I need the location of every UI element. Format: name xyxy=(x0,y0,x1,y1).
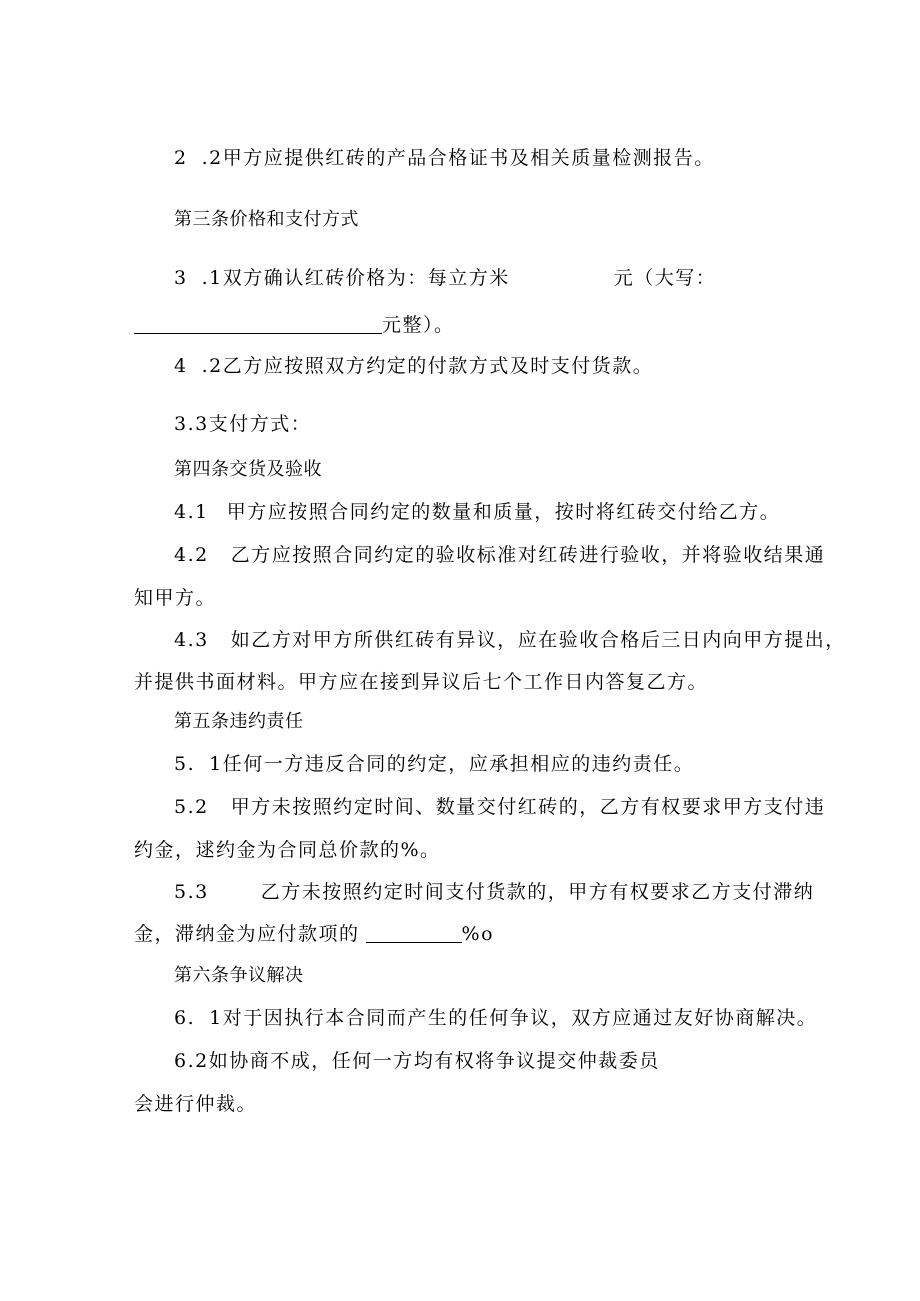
clause-4-2-cont: 知甲方。 xyxy=(134,587,217,609)
clause-4-3: 4.3 如乙方对甲方所供红砖有异议，应在验收合格后三日内向甲方提出， xyxy=(174,629,846,651)
clause-5-2-cont: 约金，逑约金为合同总价款的%。 xyxy=(134,839,441,861)
clause-4-2: 4.2 乙方应按照合同约定的验收标准对红砖进行验收，并将验收结果通 xyxy=(174,544,826,566)
clause-5-3-cont: 金，滞纳金为应付款项的 %o xyxy=(134,923,495,945)
clause-5-1: 5. 1任何一方违反合同的约定，应承担相应的违约责任。 xyxy=(174,753,695,775)
article-4-heading: 第四条交货及验收 xyxy=(174,459,322,480)
clause-5-3: 5.3 乙方未按照约定时间支付货款的，甲方有权要求乙方支付滞纳 xyxy=(174,881,815,903)
clause-4-1: 4.1 甲方应按照合同约定的数量和质量，按时将红砖交付给乙方。 xyxy=(174,501,781,523)
clause-3-3: 3.3支付方式： xyxy=(174,413,312,435)
clause-4-3-cont: 并提供书面材料。甲方应在接到异议后七个工作日内答复乙方。 xyxy=(134,671,709,693)
amount-blank[interactable] xyxy=(134,313,382,334)
clause-3-1-cont: 元整）。 xyxy=(134,313,455,337)
clause-3-1: 3 .1双方确认红砖价格为：每立方米 元（大写： xyxy=(174,267,717,289)
clause-6-2: 6.2如协商不成，任何一方均有权将争议提交仲裁委员 xyxy=(174,1050,660,1072)
percent-blank[interactable] xyxy=(366,922,462,943)
clause-6-2-cont: 会进行仲裁。 xyxy=(134,1093,258,1115)
clause-5-2: 5.2 甲方未按照约定时间、数量交付红砖的，乙方有权要求甲方支付违 xyxy=(174,796,826,818)
article-6-heading: 第六条争议解决 xyxy=(174,965,304,986)
article-5-heading: 第五条违约责任 xyxy=(174,711,304,732)
clause-6-1: 6. 1对于因执行本合同而产生的任何争议，双方应通过友好协商解决。 xyxy=(174,1007,818,1029)
clause-3-2: 4 .2乙方应按照双方约定的付款方式及时支付货款。 xyxy=(174,355,654,377)
clause-2-2: 2 .2甲方应提供红砖的产品合格证书及相关质量检测报告。 xyxy=(174,147,715,169)
article-3-heading: 第三条价格和支付方式 xyxy=(174,209,359,230)
